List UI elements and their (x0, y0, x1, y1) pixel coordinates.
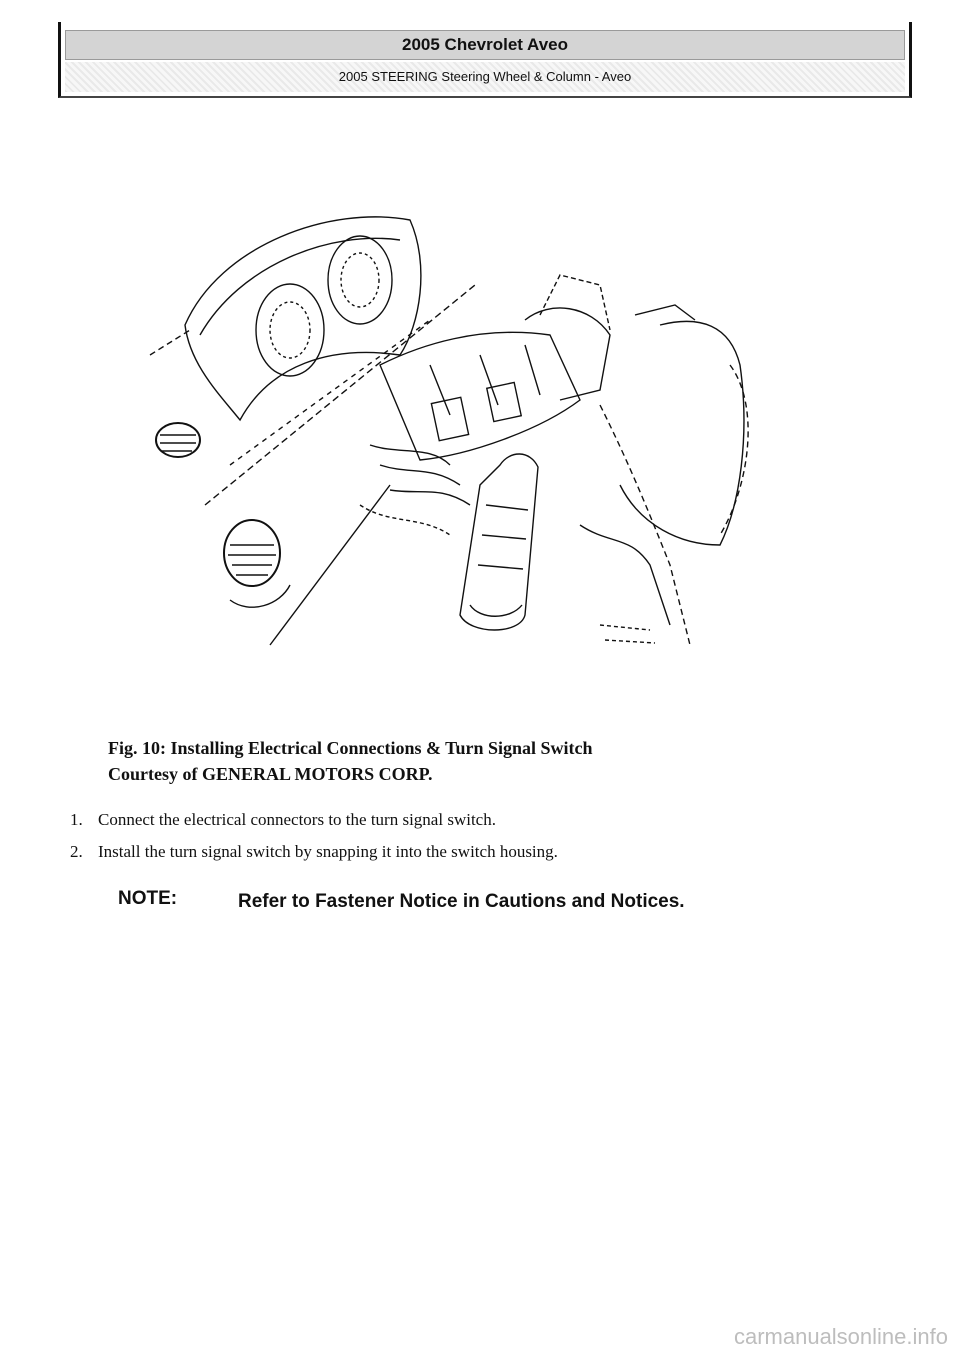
note-label: NOTE: (118, 888, 178, 909)
procedure-steps (70, 810, 890, 874)
step-number: 1. (70, 810, 83, 829)
document-header (58, 22, 912, 98)
turn-signal-switch-illustration (130, 205, 770, 665)
figure-caption-credit: Courtesy of GENERAL MOTORS CORP. (108, 764, 433, 784)
figure-caption (108, 735, 808, 787)
list-item (70, 842, 890, 862)
step-text: Install the turn signal switch by snapping it into the switch housing. (98, 842, 558, 861)
list-item (70, 810, 890, 830)
watermark: carmanualsonline.info (733, 1324, 948, 1349)
document-title: 2005 Chevrolet Aveo (65, 30, 905, 60)
note-block (118, 888, 738, 915)
document-subtitle: 2005 STEERING Steering Wheel & Column - Aveo (65, 62, 905, 92)
step-number: 2. (70, 842, 83, 861)
figure-caption-title: Fig. 10: Installing Electrical Connections & Turn Signal Switch (108, 738, 593, 758)
note-text: Refer to Fastener Notice in Cautions and Notices. (238, 891, 685, 912)
step-text: Connect the electrical connectors to the turn signal switch. (98, 810, 496, 829)
